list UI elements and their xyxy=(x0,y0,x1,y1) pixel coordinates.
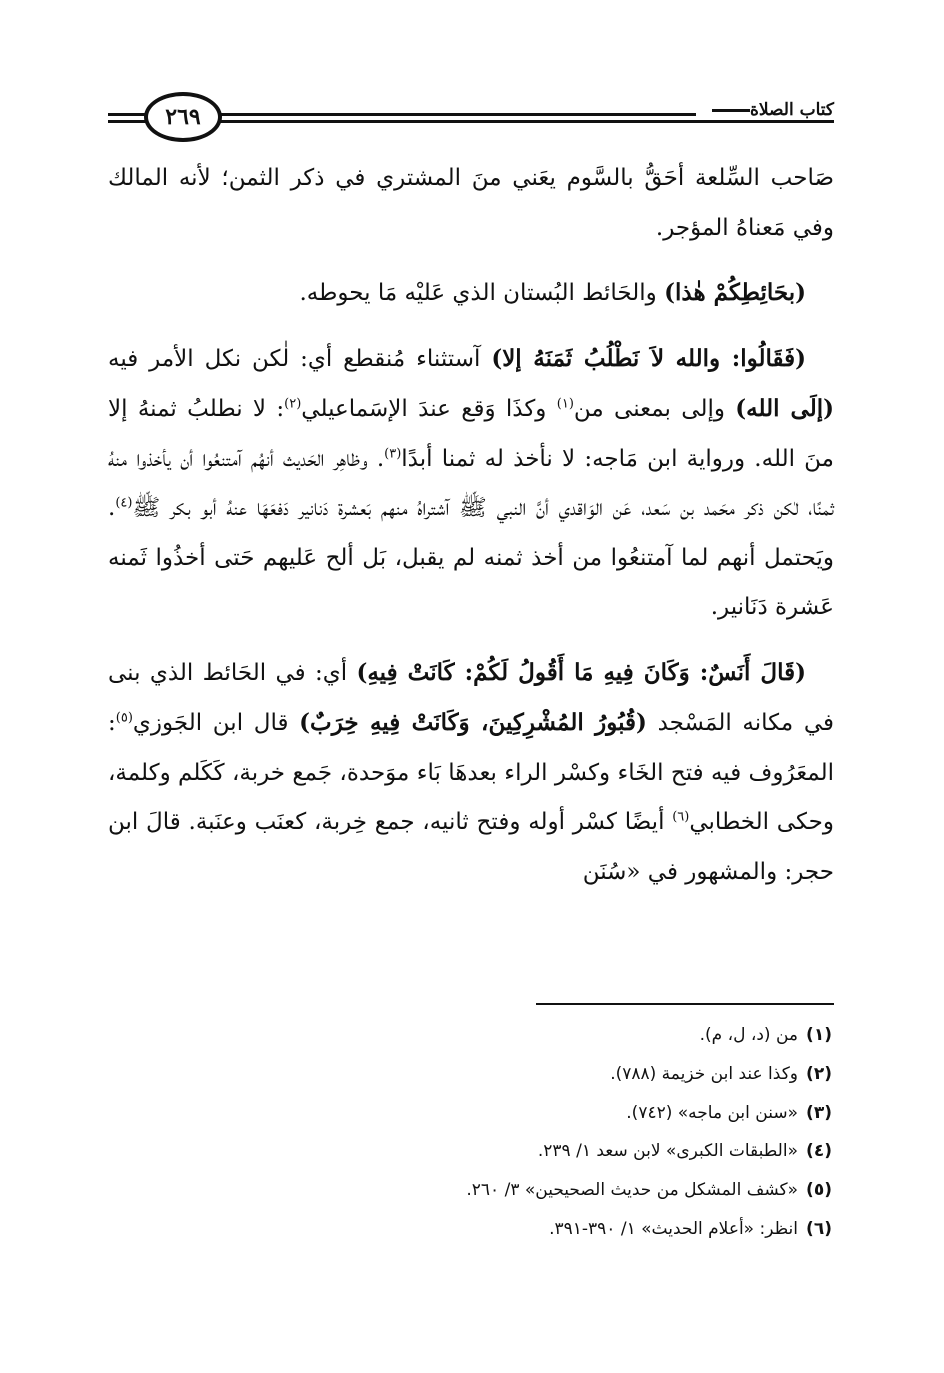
header-rule-left-bottom xyxy=(108,120,148,123)
footnote-text: انظر: «أعلام الحديث» ١/ ٣٩٠-٣٩١. xyxy=(549,1218,798,1239)
page-number: ٢٦٩ xyxy=(144,92,222,142)
footnote-ref-3[interactable]: (٣) xyxy=(384,445,402,461)
footnote-number: (١) xyxy=(806,1025,832,1045)
p3-lemma-2: (إلَى الله) xyxy=(735,395,834,422)
p1-text: صَاحب السِّلعة أحَقُّ بالسَّوم يعَني منَ المشتري في ذكر الثمن؛ لأنه المالك وفي مَعناهُ المؤجر. xyxy=(108,165,834,241)
footnote-number: (٥) xyxy=(806,1180,832,1201)
footnote-4 xyxy=(108,1132,834,1171)
footnote-6 xyxy=(108,1210,834,1249)
p4-text-c: : المعَرُوف فيه فتح الخَاء وكسْر الراء بعدهَا بَاء موَحدة، جَمع خربة، كَكَلم وكلمة، وحكى الخطابي xyxy=(108,710,835,835)
footnotes xyxy=(108,1016,834,1249)
paragraph-2 xyxy=(108,268,834,319)
p2-lemma: (بحَائِطِكُمْ هٰذا) xyxy=(664,279,806,306)
footnote-ref-2[interactable]: (٢) xyxy=(284,396,302,412)
p4-text-b: قال ابن الجَوزي xyxy=(132,710,300,736)
p4-lemma-1: (قَالَ أَنَسٌ: وَكَانَ فِيهِ مَا أَقُولُ لَكُمْ: كَانَتْ فِيهِ) xyxy=(356,658,806,686)
footnote-separator xyxy=(536,1003,834,1005)
p2-text: والحَائط البُستان الذي عَليْه مَا يحوطه. xyxy=(299,280,665,306)
footnote-ref-6[interactable]: (٦) xyxy=(672,809,690,825)
p4-text-a: أي: في الحَائط الذي بنى في مكانه المَسْجد xyxy=(108,659,834,736)
footnote-number: (٣) xyxy=(806,1102,832,1123)
footnote-text: من (د، ل، م). xyxy=(699,1025,798,1045)
main-text xyxy=(108,154,834,897)
footnote-ref-4[interactable]: (٤) xyxy=(115,495,133,511)
p3-text-a: آستثناء مُنقطع أي: لٰكن نكل الأمر فيه xyxy=(108,345,492,372)
p3-text-b: وإلى بمعنى من xyxy=(573,396,736,422)
p4-text-d: أيضًا كسْر أوله وفتح ثانيه، جمع خِربة، كعنَب وعنَبة. قالَ ابن حجر: والمشهور في «سُنَن xyxy=(108,809,834,885)
p3-lemma-1: (فَقَالُوا: والله لاَ نَطْلُبُ ثَمَنَهُ إلا) xyxy=(491,344,806,372)
page-header xyxy=(108,92,834,148)
paragraph-1 xyxy=(108,154,834,253)
header-rule-left-top xyxy=(108,113,148,116)
running-title: كتاب الصلاة xyxy=(749,100,834,120)
footnote-ref-5[interactable]: (٥) xyxy=(115,710,133,726)
p3-text-d: : لا نطلبُ ثمنهُ إلا منَ الله. ورواية ابن مَاجه: لا نأخذ له ثمنا أبدًا xyxy=(108,396,834,472)
footnote-text: «سنن ابن ماجه» (٧٤٢). xyxy=(626,1102,798,1123)
footnote-number: (٢) xyxy=(806,1063,832,1084)
paragraph-3 xyxy=(108,334,834,633)
p3-text-f: . ويَحتمل أنهم لما آمتنعُوا من أخذ ثمنه لم يقبل، بَل ألح عَليهم حَتى أخذُوا ثَمنه عَشرة دَنَانير. xyxy=(108,495,834,620)
p4-lemma-2: (قُبُورُ المُشْرِكِينَ، وَكَانَتْ فِيهِ خِرَبٌ) xyxy=(299,709,647,736)
footnote-2 xyxy=(108,1055,834,1094)
paragraph-4 xyxy=(108,648,834,898)
footnote-text: وكذا عند ابن خزيمة (٧٨٨). xyxy=(610,1063,798,1084)
footnote-1 xyxy=(108,1016,834,1055)
footnote-ref-1[interactable]: (١) xyxy=(556,396,574,412)
footnote-3 xyxy=(108,1094,834,1133)
p3-text-e: . وظاهِر الحَديث أنهُم آمتنعُوا أن يأخذوا منهُ ثمنًا، لٰكن ذكر محَمد بن سَعد، عَن الوَاقدي أنَّ النبي ﷺ آشتراهُ منهم بَعشرة دَنانير دَفعَهَا عنهُ أبو بكر ﷺ xyxy=(108,445,834,521)
running-title-dash xyxy=(712,109,750,112)
footnote-number: (٦) xyxy=(806,1218,832,1239)
header-rule-bottom xyxy=(178,120,834,123)
p3-text-c: وكذَا وَقع عندَ الإسَماعيلي xyxy=(301,396,557,422)
footnote-text: «الطبقات الكبرى» لابن سعد ١/ ٢٣٩. xyxy=(537,1141,798,1162)
footnote-text: «كشف المشكل من حديث الصحيحين» ٣/ ٢٦٠. xyxy=(466,1180,798,1201)
footnote-number: (٤) xyxy=(806,1141,832,1162)
running-title-wrap xyxy=(696,100,834,120)
footnote-5 xyxy=(108,1171,834,1210)
